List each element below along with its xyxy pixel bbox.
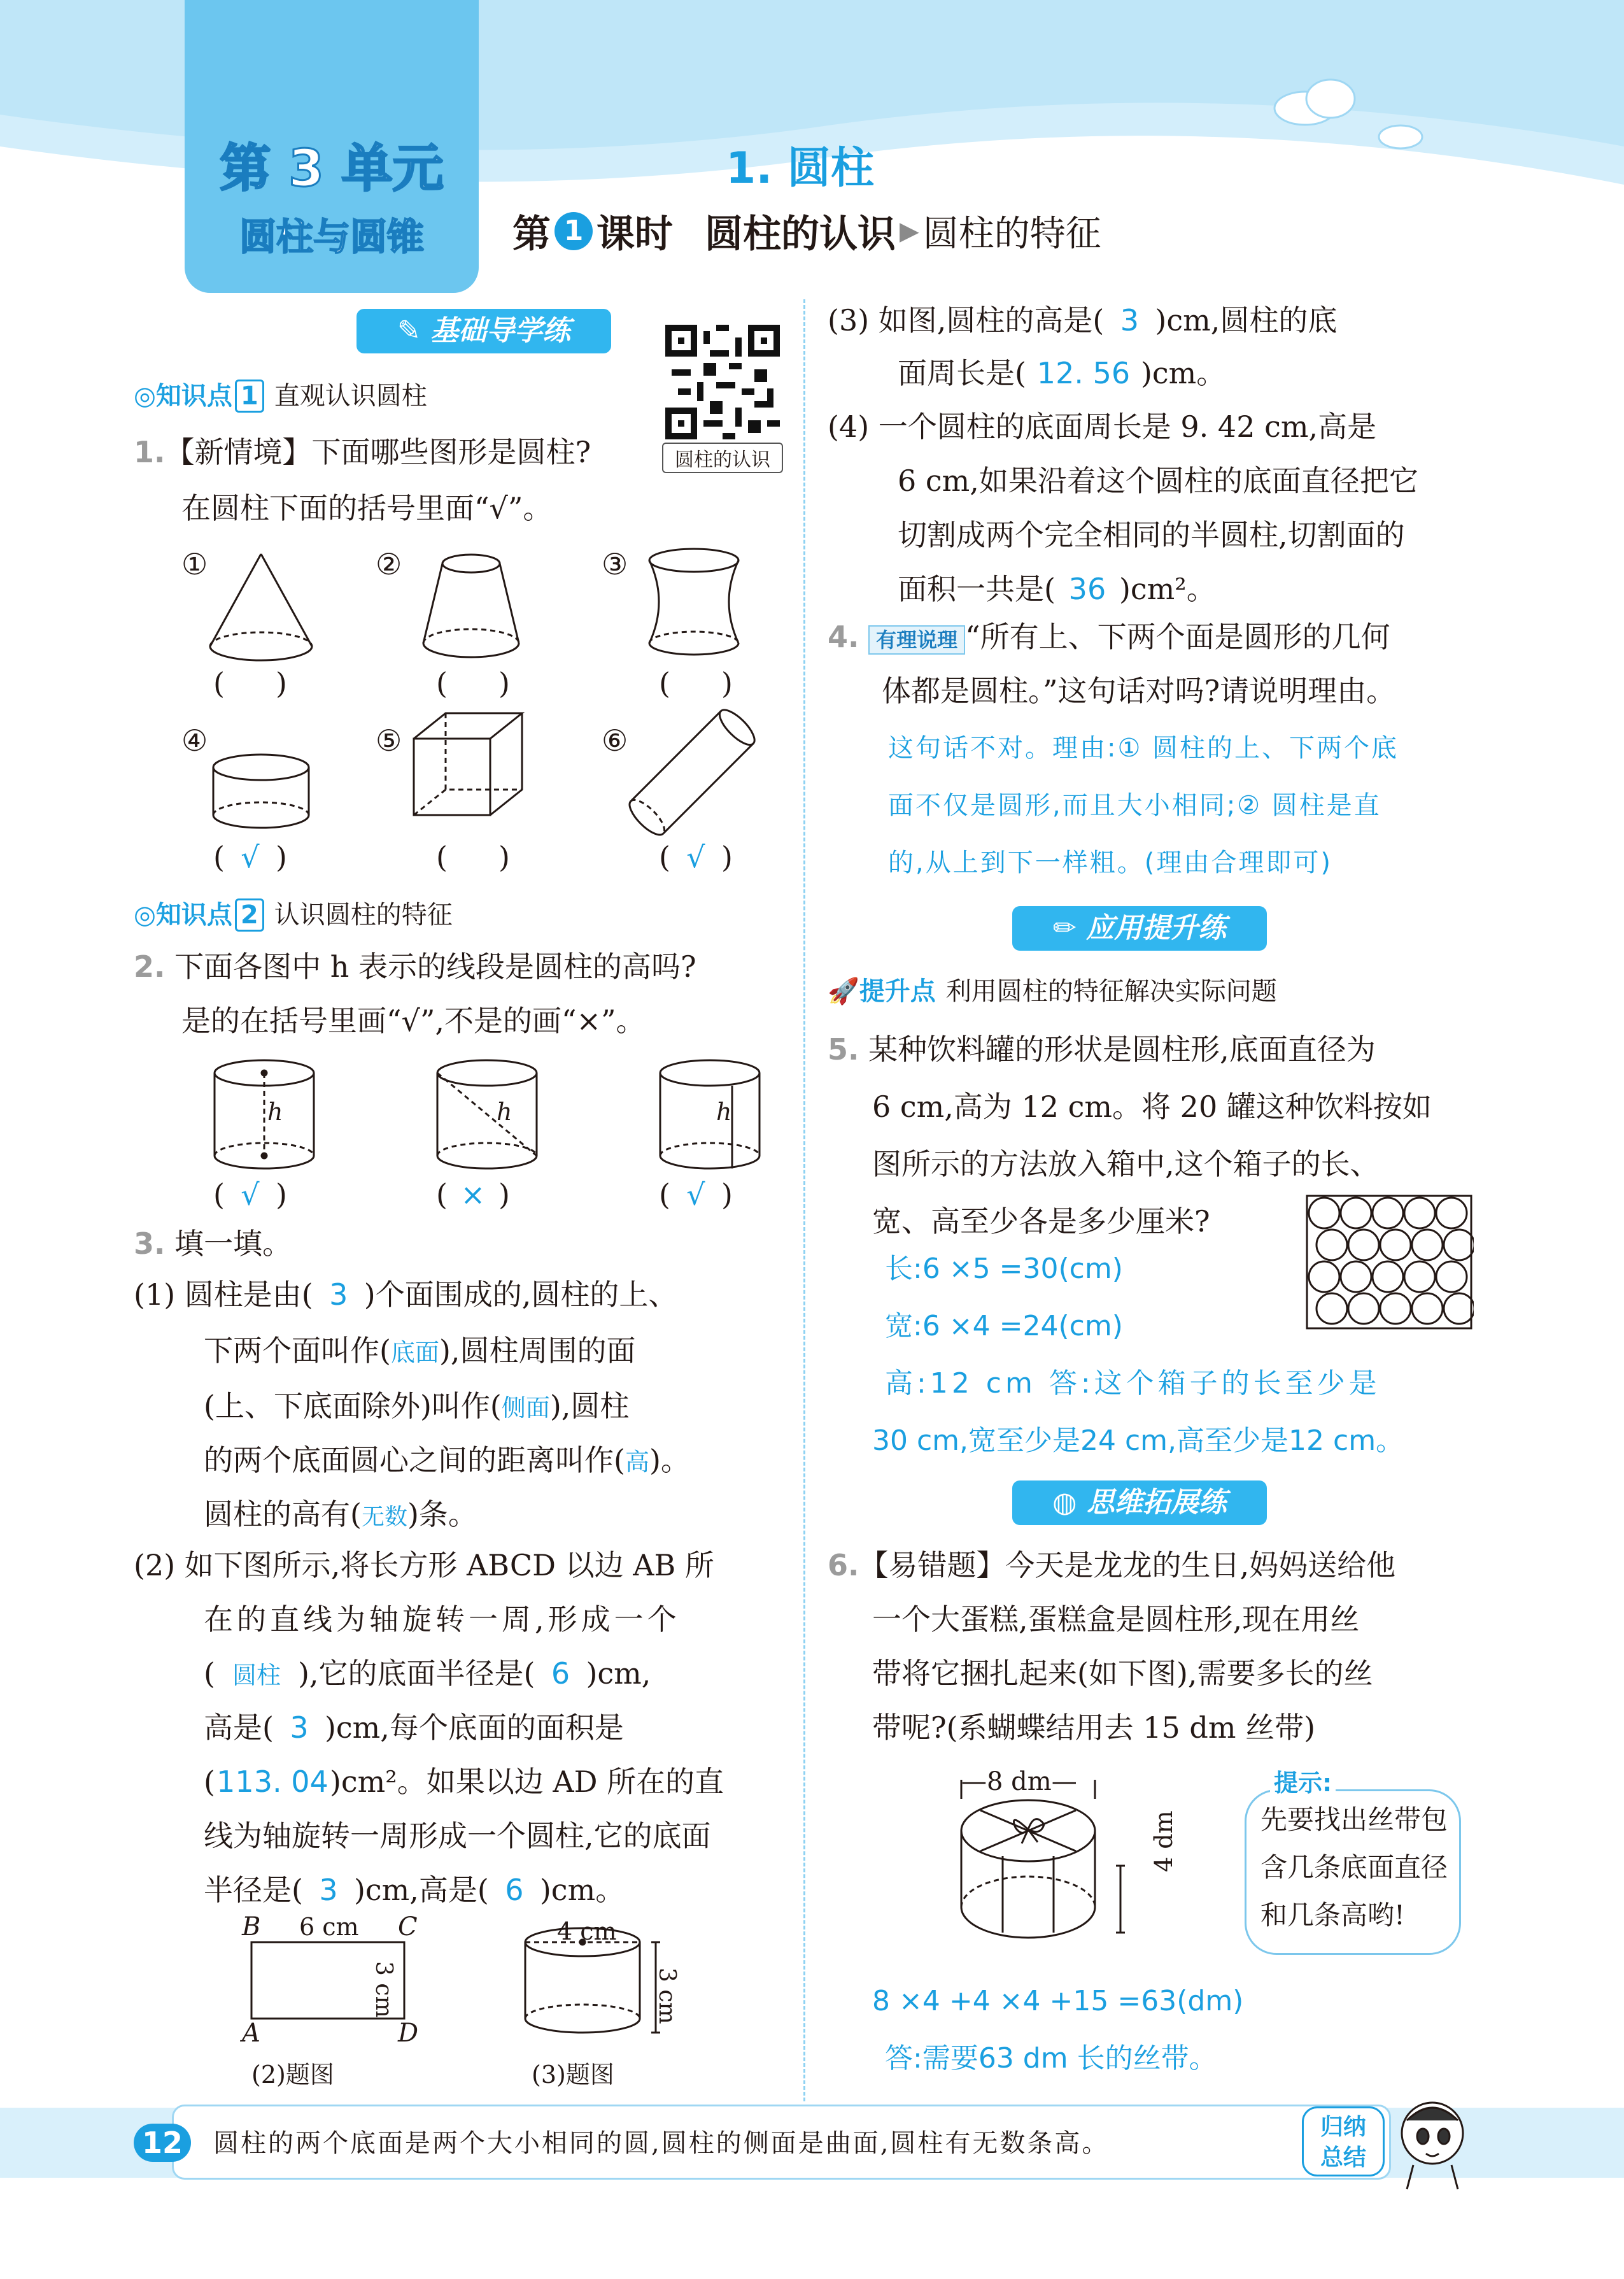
q2-text1: 下面各图中 h 表示的线段是圆柱的高吗? (174, 949, 696, 984)
q3-p2-answer-g2: 6 (505, 1873, 524, 1907)
kp1-label: 知识点 (155, 381, 232, 411)
can-circle (1317, 1230, 1347, 1260)
knowledge-point-2 (134, 895, 453, 932)
q1-label-4: ④ (181, 723, 208, 758)
lesson-subname: 圆柱的特征 (922, 213, 1101, 255)
q1-label-6: ⑥ (602, 723, 628, 758)
q3-p2-c3: )cm, (586, 1656, 651, 1691)
q3-title: 填一填。 (174, 1226, 292, 1261)
q3-p2-line5: (113. 04)cm²。如果以边 AD 所在的直 (204, 1764, 724, 1799)
section-banner-basic (357, 309, 611, 353)
knowledge-point-1 (134, 376, 427, 413)
q1-tag: 【新情境】 (165, 435, 312, 469)
kp1-title: 直观认识圆柱 (274, 381, 427, 411)
q6-answer-line2: 答:需要63 dm 长的丝带。 (885, 2042, 1217, 2075)
can-circle (1341, 1198, 1371, 1228)
q3-p2-c: ),它的底面半径是( (297, 1656, 535, 1691)
q3-p1-b: )个面围成的,圆柱的上、 (364, 1277, 678, 1312)
q2-bracket-2: ( × ) (436, 1177, 510, 1212)
q2-bracket-3: ( √ ) (659, 1177, 733, 1212)
q2-answer-1: √ (241, 1177, 260, 1212)
q3-p1-g: 的两个底面圆心之间的距离叫作( (204, 1443, 625, 1477)
q2-bracket-1: ( √ ) (213, 1177, 287, 1212)
q4-line1 (828, 619, 1390, 658)
q2-line2: 是的在括号里画“√”,不是的画“×”。 (181, 1004, 646, 1038)
q6-dim-top: —8 dm— (961, 1767, 1077, 1796)
cartoon-boy-icon (1388, 2095, 1477, 2190)
q6-line2: 一个大蛋糕,蛋糕盒是圆柱形,现在用丝 (872, 1602, 1360, 1636)
q6-tag: 【易错题】 (859, 1548, 1006, 1582)
q4-line2: 体都是圆柱。”这句话对吗?请说明理由。 (882, 674, 1396, 708)
q2-h-1: h (267, 1098, 283, 1126)
fig2-top-dim: 6 cm (299, 1913, 359, 1941)
rocket-icon: 🚀 (828, 977, 859, 1006)
can-circle (1444, 1230, 1474, 1260)
q4-answer-line2: 面不仅是圆形,而且大小相同;② 圆柱是直 (888, 791, 1381, 820)
q6-dim-top-value: 8 dm (987, 1767, 1052, 1796)
fig2-caption: (2)题图 (251, 2061, 334, 2089)
q3-p2-num: (2) (134, 1548, 176, 1582)
q2-number: 2. (134, 949, 166, 984)
lesson-name: 圆柱的认识 (705, 212, 896, 257)
q1-bracket-4: ( √ ) (213, 840, 287, 874)
target-icon: ◎ (134, 381, 156, 411)
q4-tag: 有理说理 (868, 625, 965, 655)
q1-answer-4: √ (241, 840, 260, 874)
q1-label-1: ① (181, 547, 208, 581)
q3-p1-d: ),圆柱周围的面 (439, 1333, 636, 1368)
q4-number: 4. (828, 620, 859, 654)
q5-can-arrangement (1305, 1194, 1474, 1331)
q3-p2-d2: )cm,每个底面的面积是 (324, 1710, 624, 1745)
q5-line1 (828, 1032, 1376, 1067)
q3-p2-a: 如下图所示,将长方形 ABCD 以边 AB 所 (184, 1548, 714, 1582)
q3-p2-answer-e: 113. 04 (216, 1764, 328, 1799)
q1-bracket-1: ( ) (213, 666, 287, 700)
q3-p1-answer-e: 侧面 (501, 1394, 550, 1422)
q3-p1-num: (1) (134, 1277, 176, 1312)
can-circle (1309, 1261, 1339, 1292)
q3-p2-line3: ( 圆柱 ),它的底面半径是( 6 )cm, (204, 1656, 651, 1693)
q1-figures (172, 541, 777, 879)
hint-title: 提示: (1270, 1765, 1336, 1801)
globe-icon: ◍ (1052, 1486, 1077, 1519)
upgrade-point (828, 971, 1277, 1007)
q3-p3-line1 (828, 302, 1337, 338)
q1-label-2: ② (376, 547, 402, 581)
q3-p4-line3: 切割成两个完全相同的半圆柱,切割面的 (898, 518, 1405, 552)
q1-text1: 下面哪些图形是圆柱? (311, 435, 591, 469)
q6-line1 (828, 1547, 1395, 1583)
q3-p1-c: 下两个面叫作( (204, 1333, 391, 1368)
hint-line3: 和几条高哟! (1260, 1899, 1405, 1931)
fig2-label-D: D (398, 2019, 419, 2048)
q3-p4-d: 面积一共是( (898, 572, 1056, 606)
fig2-label-B: B (242, 1912, 261, 1942)
page-number: 12 (134, 2124, 191, 2162)
can-circle (1309, 1198, 1339, 1228)
kp3-title: 利用圆柱的特征解决实际问题 (945, 977, 1277, 1006)
q3-p4-answer-d: 36 (1068, 572, 1106, 606)
fig2-label-A: A (242, 2019, 260, 2048)
summary-tag-line2: 总结 (1320, 2145, 1366, 2171)
q3-p2-line6: 线为轴旋转一周形成一个圆柱,它的底面 (204, 1819, 711, 1853)
can-circle (1436, 1198, 1467, 1228)
q3-p2-answer-c2: 6 (551, 1656, 570, 1691)
kp3-label: 提升点 (859, 977, 936, 1006)
q3-p4-num: (4) (828, 409, 870, 444)
q3-p1-f: ),圆柱 (549, 1389, 630, 1423)
can-circle (1373, 1198, 1403, 1228)
can-circle (1348, 1230, 1379, 1260)
section-think-label: 思维拓展练 (1086, 1486, 1227, 1519)
compass-icon: ✎ (397, 315, 421, 347)
q6-text1: 今天是龙龙的生日,妈妈送给他 (1005, 1548, 1396, 1582)
q6-dim-side: 4 dm (1150, 1810, 1178, 1872)
q3-p4-e: )cm²。 (1119, 572, 1216, 606)
q2-figures (204, 1051, 777, 1178)
q3-p1-line3 (204, 1388, 629, 1426)
can-circle (1436, 1261, 1467, 1292)
q3-p2-answer-d: 3 (290, 1710, 309, 1745)
kp2-label: 知识点 (155, 900, 232, 930)
can-circle (1373, 1261, 1403, 1292)
q2-answer-3: √ (686, 1177, 705, 1212)
footer-summary: 圆柱的两个底面是两个大小相同的圆,圆柱的侧面是曲面,圆柱有无数条高。 (213, 2129, 1110, 2158)
q6-answer-line1: 8 ×4 +4 ×4 +15 =63(dm) (872, 1985, 1244, 2017)
lesson-title-row (512, 204, 1101, 259)
q3-p2-line4 (204, 1710, 624, 1745)
q4-text1: “所有上、下两个面是圆形的几何 (965, 620, 1390, 654)
q1-line2: 在圆柱下面的括号里面“√”。 (181, 491, 553, 525)
q1-bracket-2: ( ) (436, 666, 510, 700)
q1-bracket-6: ( √ ) (659, 840, 733, 874)
q5-line3: 图所示的方法放入箱中,这个箱子的长、 (872, 1147, 1380, 1181)
can-circle (1412, 1293, 1443, 1324)
q5-text1: 某种饮料罐的形状是圆柱形,底面直径为 (868, 1032, 1376, 1067)
q3-p1-a: 圆柱是由( (184, 1277, 313, 1312)
section-banner-think (1012, 1480, 1267, 1525)
can-circle (1341, 1261, 1371, 1292)
q1-label-5: ⑤ (376, 723, 402, 758)
fig2-label-C: C (398, 1912, 418, 1942)
q3-p2-answer-g: 3 (319, 1873, 338, 1907)
q3-p1-answer-a: 3 (329, 1277, 348, 1312)
section-banner-apply (1012, 906, 1267, 951)
fig3-caption: (3)题图 (532, 2061, 614, 2089)
q6-line3: 带将它捆扎起来(如下图),需要多长的丝 (872, 1656, 1373, 1691)
column-divider (803, 299, 805, 2101)
q2-line1 (134, 949, 696, 984)
q3-p1-line2 (204, 1333, 636, 1370)
q3-p2-g2: )cm,高是( (353, 1873, 489, 1907)
lesson-number: 1 (554, 212, 593, 250)
lesson-prefix: 第 (512, 212, 551, 257)
q3-p2-d: 高是( (204, 1710, 274, 1745)
qr-caption: 圆柱的认识 (662, 443, 783, 473)
section-apply-label: 应用提升练 (1086, 912, 1227, 944)
q3-p3-c: 面周长是( (898, 356, 1026, 390)
q3-p1-line4 (204, 1442, 690, 1480)
q1-bracket-5: ( ) (436, 840, 510, 874)
q3-p2-g3: )cm。 (539, 1873, 625, 1907)
q5-line2: 6 cm,高为 12 cm。将 20 罐这种饮料按如 (872, 1090, 1432, 1124)
lesson-suffix: 课时 (597, 212, 673, 257)
ruler-icon: ✏ (1052, 912, 1077, 944)
q3-p3-a: 如图,圆柱的高是( (878, 303, 1105, 337)
q2-answer-2: × (460, 1177, 486, 1212)
can-circle (1404, 1198, 1435, 1228)
fig2-side-dim: 3 cm (371, 1961, 397, 2018)
hint-line1: 先要找出丝带包 (1260, 1804, 1448, 1835)
hint-line2: 含几条底面直径 (1260, 1852, 1448, 1883)
section-basic-label: 基础导学练 (430, 315, 571, 347)
unit-subtitle: 圆柱与圆锥 (239, 215, 424, 259)
q1-label-3: ③ (602, 547, 628, 581)
q3-p4-line1 (828, 409, 1376, 444)
q2-h-2: h (497, 1098, 512, 1126)
q3-number: 3. (134, 1226, 166, 1261)
q3-p1-answer-g: 高 (625, 1448, 649, 1476)
section-title: 1. 圆柱 (726, 143, 874, 194)
q5-answer-line4: 30 cm,宽至少是24 cm,高至少是12 cm。 (872, 1424, 1404, 1457)
q3-p1-answer-c: 底面 (390, 1338, 439, 1367)
q1-bracket-3: ( ) (659, 666, 733, 700)
kp2-num: 2 (235, 898, 264, 932)
q3-p1-h: )。 (649, 1443, 690, 1477)
q3-p2-line7 (204, 1872, 625, 1908)
summary-tag (1302, 2106, 1385, 2176)
can-circle (1380, 1293, 1411, 1324)
summary-tag-line1: 归纳 (1320, 2114, 1366, 2140)
q3-p2-line1 (134, 1547, 714, 1583)
q3-p3-answer-a: 3 (1120, 303, 1140, 337)
q3-p3-b: )cm,圆柱的底 (1155, 303, 1338, 337)
q3-p1-line1 (134, 1277, 677, 1312)
q3-p1-answer-i: 无数 (361, 1504, 407, 1530)
q6-number: 6. (828, 1548, 859, 1582)
q4-answer-line1: 这句话不对。理由:① 圆柱的上、下两个底 (888, 734, 1399, 763)
q3-p1-i: 圆柱的高有( (204, 1497, 362, 1531)
fig3-top-dim: 4 cm (557, 1917, 617, 1945)
target-icon: ◎ (134, 900, 156, 930)
kp1-num: 1 (235, 380, 264, 413)
can-circle (1404, 1261, 1435, 1292)
can-circle (1444, 1293, 1474, 1324)
q3-p4-line2: 6 cm,如果沿着这个圆柱的底面直径把它 (898, 464, 1418, 498)
triangle-icon: ▶ (900, 217, 919, 246)
q1-line1 (134, 434, 591, 470)
q1-number: 1. (134, 435, 166, 469)
q3-p1-j: )条。 (407, 1497, 477, 1531)
q3-p2-answer-c: 圆柱 (232, 1661, 281, 1689)
q5-answer-line3: 高:12 cm 答:这个箱子的长至少是 (885, 1367, 1381, 1400)
fig3-side-dim: 3 cm (654, 1968, 680, 2024)
q3-p2-line2: 在的直线为轴旋转一周,形成一个 (204, 1602, 681, 1636)
can-circle (1380, 1230, 1411, 1260)
q2-h-3: h (716, 1098, 732, 1126)
q3-p4-a: 一个圆柱的底面周长是 9. 42 cm,高是 (878, 409, 1377, 444)
q3-p2-g: 半径是( (204, 1873, 303, 1907)
q3-title-row (134, 1226, 292, 1261)
q4-answer-line3: 的,从上到下一样粗。(理由合理即可) (888, 848, 1332, 877)
can-circle (1348, 1293, 1379, 1324)
unit-title: 第 3 单元 (220, 139, 444, 198)
q1-answer-6: √ (686, 840, 705, 874)
q5-answer-line1: 长:6 ×5 =30(cm) (885, 1253, 1123, 1285)
q3-p3-answer-c: 12. 56 (1036, 356, 1131, 390)
q3-p3-d: )cm。 (1140, 356, 1226, 390)
q3-p3-line2 (898, 355, 1225, 391)
can-circle (1412, 1230, 1443, 1260)
kp2-title: 认识圆柱的特征 (274, 900, 453, 930)
q5-line4: 宽、高至少各是多少厘米? (872, 1204, 1210, 1239)
q3-p4-line4 (898, 571, 1216, 607)
q5-number: 5. (828, 1032, 859, 1067)
q3-p1-line5 (204, 1496, 477, 1535)
q3-p2-e: )cm²。如果以边 AD 所在的直 (329, 1764, 724, 1799)
qr-code[interactable] (665, 325, 780, 439)
q5-answer-line2: 宽:6 ×4 =24(cm) (885, 1310, 1123, 1342)
q3-p3-num: (3) (828, 303, 870, 337)
q3-p1-e: (上、下底面除外)叫作( (204, 1389, 502, 1423)
q6-line4: 带呢?(系蝴蝶结用去 15 dm 丝带) (872, 1710, 1316, 1745)
can-circle (1317, 1293, 1347, 1324)
